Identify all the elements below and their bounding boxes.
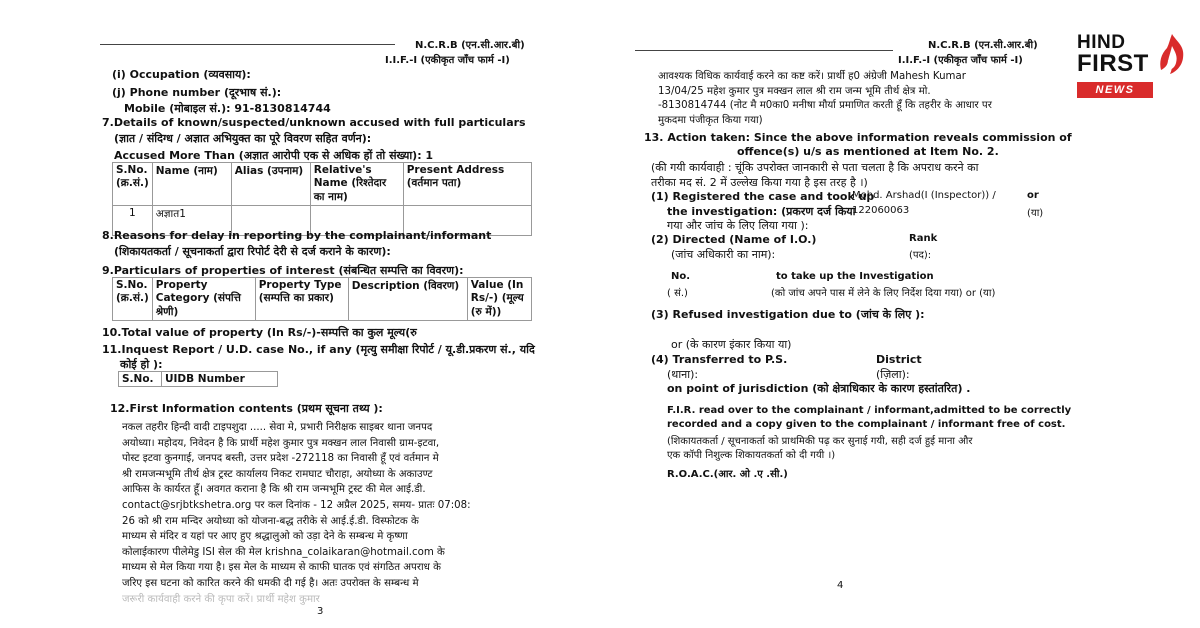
item10-title: 10.Total value of property (In Rs/-)-सम्पत्ति का कुल मूल्य(रु [102, 326, 417, 339]
action1-or: or [1027, 190, 1039, 201]
action4-line1: (4) Transferred to P.S. [651, 353, 788, 366]
item7-title: 7.Details of known/suspected/unknown accused with full particulars [102, 116, 526, 129]
action3-line1: (3) Refused investigation due to (जांच के लिए ): [651, 308, 925, 321]
accused-col-sno: S.No. (क्र.सं.) [113, 163, 153, 206]
header-rule [100, 44, 395, 45]
property-col-category: Property Category (संपत्ति श्रेणी) [152, 278, 255, 321]
fi-line-faded: जरूरी कार्यवाही करने की कृपा करें। प्रार्थी महेश कुमार [122, 593, 320, 605]
property-col-description: Description (विवरण) [348, 278, 467, 321]
fi-line-6: contact@srjbtkshetra.org पर कल दिनांक - 12 अप्रैल 2025, समय- प्रातः 07:08: [122, 499, 471, 511]
item13-hindi-1: (की गयी कार्यवाही : चूंकि उपरोक्त जानकारी से पता चलता है कि अपराध करने का [651, 161, 979, 174]
cont-line-3: -8130814744 (नोट मै म0का0 मनीषा मौर्या प्रमाणित करती हूँ कि तहरीर के आधार पर [658, 100, 992, 111]
investigating-officer: Mohd. Arshad(I (Inspector)) / [852, 190, 996, 201]
property-table [112, 277, 532, 321]
cont-line-2: 13/04/25 महेश कुमार पुत्र मक्खन लाल श्री राम जन्म भूमि तीर्थ क्षेत्र मो. [658, 85, 931, 97]
accused-col-relative: Relative's Name (रिश्तेदार का नाम) [310, 163, 403, 206]
header-iif: I.I.F.-I (एकीकृत जाँच फार्म -I) [385, 55, 510, 66]
header-rule [635, 50, 893, 51]
property-col-value: Value (In Rs/-) (मूल्य (रु में)) [467, 278, 531, 321]
item11-subtitle: कोई हो ): [120, 358, 163, 371]
accused-cell-name: अज्ञात1 [152, 206, 231, 236]
uidb-col-number: UIDB Number [162, 372, 278, 387]
item8-title: 8.Reasons for delay in reporting by the complainant/informant [102, 229, 492, 242]
roac-text: R.O.A.C.(आर. ओ .ए .सी.) [667, 469, 788, 480]
accused-more-than: Accused More Than (अज्ञात आरोपी एक से अधिक हों तो संख्या): 1 [114, 149, 434, 162]
item13-hindi-2: तरीका मद सं. 2 में उल्लेख किया गया है इस तरह है ।) [651, 176, 868, 189]
item9-title: 9.Particulars of properties of interest (संबन्धित सम्पत्ति का विवरण): [102, 264, 464, 277]
action2-take-up: to take up the Investigation [776, 271, 934, 282]
property-col-sno: S.No. (क्र.सं.) [113, 278, 153, 321]
hind-first-logo [1075, 32, 1191, 102]
logo-first-text: FIRST [1077, 50, 1149, 77]
officer-number: 122060063 [852, 205, 910, 216]
cont-line-4: मुकदमा पंजीकृत किया गया) [658, 114, 763, 126]
item13-title-cont: offence(s) u/s as mentioned at Item No. 2. [737, 145, 999, 158]
action2-take-up-hi: (को जांच अपने पास में लेने के लिए निर्देश दिया गया) or (या) [771, 288, 996, 299]
mobile-number: Mobile (मोबाइल सं.): 91-8130814744 [124, 102, 331, 115]
action1-line1: (1) Registered the case and took up [651, 190, 875, 203]
fi-line-10: माध्यम से मेल किया गया है। इस मेल के माध्यम से काफी घातक एवं संगठित अपराध के [122, 562, 441, 574]
accused-cell-sno: 1 [113, 206, 153, 236]
action2-no-hi: ( सं.) [667, 288, 688, 299]
header-ncrb: N.C.R.B (एन.सी.आर.बी) [928, 40, 1038, 51]
action4-line3: on point of jurisdiction (को क्षेत्राधिकार के कारण हस्तांतरित) . [667, 382, 971, 395]
item7-subtitle: (ज्ञात / संदिग्ध / अज्ञात अभियुक्त का पूरे विवरण सहित वर्णन): [114, 132, 372, 145]
logo-hind-text: HIND [1077, 32, 1126, 53]
property-col-type: Property Type (सम्पत्ति का प्रकार) [255, 278, 348, 321]
action1-line3: गया और जांच के लिए लिया गया ): [667, 219, 809, 232]
cont-line-1: आवश्यक विधिक कार्यवाई करने का कष्ट करें। प्रार्थी ह0 अंग्रेजी Mahesh Kumar [658, 71, 966, 82]
phone-label: (j) Phone number (दूरभाष सं.): [112, 86, 282, 99]
first-information-text [122, 420, 552, 607]
header-iif: I.I.F.-I (एकीकृत जाँच फार्म -I) [898, 55, 1023, 66]
accused-col-alias: Alias (उपनाम) [231, 163, 310, 206]
page-number-3: 3 [317, 606, 324, 617]
fir-line2: recorded and a copy given to the complainant / informant free of cost. [667, 419, 1066, 430]
fi-line-9: कोलाईकारण पीलेमेडु ISI सेल की मेल krishna_colaikaran@hotmail.com के [122, 546, 445, 558]
flame-icon [1155, 32, 1189, 80]
action2-rank-hi: (पद): [909, 250, 932, 261]
action4-district: District [876, 353, 922, 366]
item8-subtitle: (शिकायतकर्ता / सूचनाकर्ता द्वारा रिपोर्ट देरी से दर्ज कराने के कारण): [114, 245, 391, 258]
fir-line1: F.I.R. read over to the complainant / informant,admitted to be correctly [667, 405, 1072, 416]
header-ncrb: N.C.R.B (एन.सी.आर.बी) [415, 40, 525, 51]
occupation-label: (i) Occupation (व्यवसाय): [112, 68, 251, 81]
fi-line-5: आफिस के कार्यरत हूँ। अवगत कराना है कि श्री राम जन्मभूमि ट्रस्ट की मेल आई.डी. [122, 484, 426, 496]
action2-line2: (जांच अधिकारी का नाम): [671, 248, 776, 261]
logo-news-badge: NEWS [1077, 82, 1153, 98]
action2-rank: Rank [909, 233, 938, 244]
uidb-col-sno: S.No. [119, 372, 162, 387]
fi-line-7: 26 को श्री राम मन्दिर अयोध्या को योजना-बद्ध तरीके से आई.ई.डी. विस्फोटक के [122, 515, 419, 527]
fi-line-4: श्री रामजन्मभूमि तीर्थ क्षेत्र ट्रस्ट कार्यालय निकट रामघाट चौराहा, अयोध्या के अकाउण्ट [122, 468, 433, 480]
fi-line-2: अयोध्या। महोदय, निवेदन है कि प्रार्थी महेश कुमार पुत्र मक्खन लाल निवासी ग्राम-इटवा, [122, 437, 440, 449]
continuation-text [658, 70, 1058, 128]
accused-table [112, 162, 532, 236]
fi-line-8: माध्यम से मंदिर व यहां पर आए हुए श्रद्धालुओ को उड़ा देने के सम्बन्ध मे कृष्णा [122, 531, 408, 543]
action1-line2: the investigation: (प्रकरण दर्ज किया [667, 205, 856, 218]
action4-district-hi: (ज़िला): [876, 368, 910, 381]
action2-line1: (2) Directed (Name of I.O.) [651, 233, 817, 246]
item12-title: 12.First Information contents (प्रथम सूचना तथ्य ): [110, 402, 383, 415]
fi-line-3: पोस्ट इटवा कुनगाई, जनपद बस्ती, उत्तर प्रदेश -272118 का निवासी हूँ एवं वर्तमान मे [122, 453, 439, 465]
action2-no: No. [671, 271, 691, 282]
item11-title: 11.Inquest Report / U.D. case No., if any (मृत्यु समीक्षा रिपोर्ट / यू.डी.प्रकरण सं., यदि [102, 343, 535, 356]
fir-line4: एक कॉपी निशुल्क शिकायतकर्ता को दी गयी ।) [667, 450, 836, 461]
accused-col-name: Name (नाम) [152, 163, 231, 206]
item13-title: 13. Action taken: Since the above information reveals commission of [644, 131, 1072, 144]
fir-page-3 [85, 0, 555, 628]
fir-line3: (शिकायतकर्ता / सूचनाकर्ता को प्राथमिकी पढ़ कर सुनाई गयी, सही दर्ज हुई माना और [667, 436, 973, 447]
action4-line2: (थाना): [667, 368, 699, 381]
fi-line-11: जरिए इस घटना को कारित करने की धमकी दी गई है। अतः उपरोक्त के सम्बन्ध मे [122, 577, 419, 589]
accused-col-address: Present Address (वर्तमान पता) [403, 163, 531, 206]
fi-line-1: नकल तहरीर हिन्दी वादी टाइपशुदा ..... सेवा मे, प्रभारी निरीक्षक साइबर थाना जनपद [122, 422, 433, 433]
uidb-table [118, 371, 278, 387]
action3-line2: or (के कारण इंकार किया या) [671, 338, 792, 351]
fir-page-4 [630, 0, 1070, 628]
action1-or-hi: (या) [1027, 208, 1044, 219]
page-number-4: 4 [837, 580, 844, 591]
